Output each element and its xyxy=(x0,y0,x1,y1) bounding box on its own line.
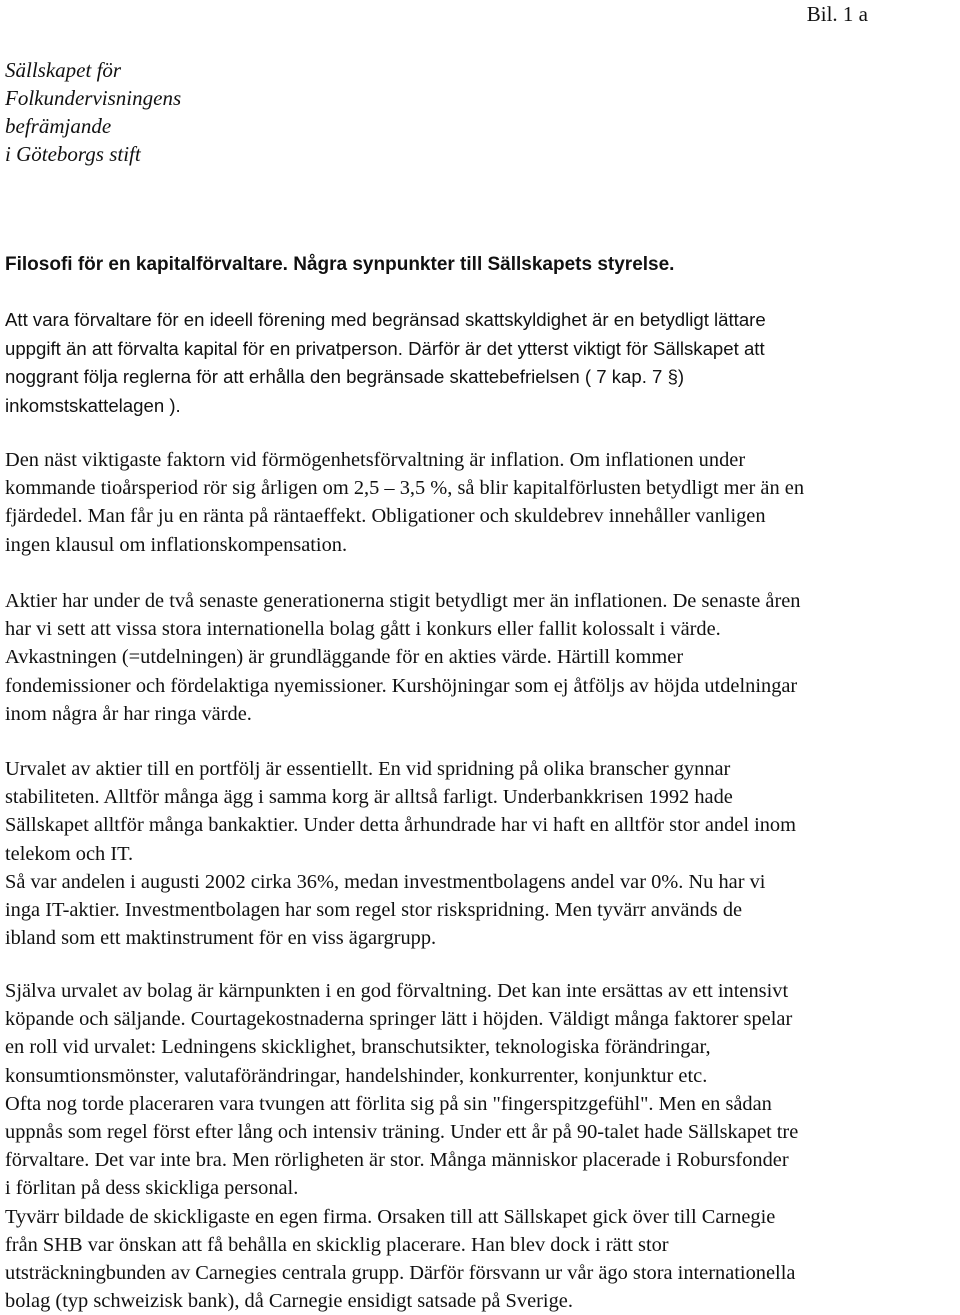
text-line: har vi sett att vissa stora internationella bolag gått i konkurs eller fallit kolossalt i värde. xyxy=(5,618,721,641)
organization-line: Folkundervisningens xyxy=(5,86,182,110)
text-line: Aktier har under de två senaste generationerna stigit betydligt mer än inflationen. De senaste åren xyxy=(5,590,801,612)
text-line: ingen klausul om inflationskompensation. xyxy=(5,533,348,556)
text-line: från SHB var önskan att få behålla en skicklig placerare. Han blev dock i rätt stor xyxy=(5,1233,669,1256)
text-line: inkomstskattelagen ). xyxy=(5,394,181,416)
organization-line: Sällskapet för xyxy=(5,58,122,82)
text-line: konsumtionsmönster, valutaförändringar, handelshinder, konkurrenter, konjunktur etc. xyxy=(5,1064,708,1087)
organization-line: befrämjande xyxy=(5,114,112,138)
text-line: telekom och IT. xyxy=(5,842,134,865)
text-line: Sällskapet alltför många bankaktier. Under detta århundrade har vi haft en alltför stor andel inom xyxy=(5,814,796,837)
paragraph-selection xyxy=(5,977,957,1315)
text-line: inom några år har ringa värde. xyxy=(5,702,252,725)
text-line: Så var andelen i augusti 2002 cirka 36%, medan investmentbolagens andel var 0%. Nu har vi xyxy=(5,870,766,893)
text-line: utsträckningbunden av Carnegies centrala grupp. Därför försvann ur vår ägo stora internationella xyxy=(5,1262,796,1285)
paragraph-inflation xyxy=(5,446,957,559)
text-line: fondemissioner och fördelaktiga nyemissioner. Kurshöjningar som ej åtföljs av höjda utdelningar xyxy=(5,674,798,697)
attachment-label: Bil. 1 a xyxy=(806,2,868,26)
organization-line: i Göteborgs stift xyxy=(5,142,141,166)
paragraph-portfolio xyxy=(5,755,957,952)
text-line: uppnås som regel först efter lång och intensiv träning. Under ett år på 90-talet hade Sällskapet tre xyxy=(5,1121,799,1144)
text-line: stabiliteten. Alltför många ägg i samma korg är alltså farligt. Underbankkrisen 1992 hade xyxy=(5,786,733,809)
text-line: Urvalet av aktier till en portfölj är essentiellt. En vid spridning på olika branscher gynnar xyxy=(5,758,731,780)
text-line: Att vara förvaltare för en ideell förening med begränsad skattskyldighet är en betydligt lättare xyxy=(5,309,766,330)
paragraph-stocks xyxy=(5,587,957,728)
text-line: i förlitan på dess skickliga personal. xyxy=(5,1177,299,1200)
text-line: fjärdedel. Man får ju en ränta på räntaeffekt. Obligationer och skuldebrev innehåller vanligen xyxy=(5,505,766,528)
text-line: uppgift än att förvalta kapital för en privatperson. Därför är det ytterst viktigt för Sällskapet att xyxy=(5,337,765,359)
text-line: förvaltare. Det var inte bra. Men rörligheten är stor. Många människor placerade i Robursfonder xyxy=(5,1149,789,1172)
organization-name xyxy=(5,56,181,168)
text-line: Själva urvalet av bolag är kärnpunkten i en god förvaltning. Det kan inte ersättas av ett intensivt xyxy=(5,980,789,1002)
document-heading: Filosofi för en kapitalförvaltare. Några synpunkter till Sällskapets styrelse. xyxy=(5,254,675,275)
text-line: köpande och säljande. Courtagekostnaderna springer lätt i höjden. Väldigt många faktorer spelar xyxy=(5,1008,793,1031)
text-line: Ofta nog torde placeraren vara tvungen att förlita sig på sin "fingerspitzgefühl". Men en sådan xyxy=(5,1092,772,1115)
text-line: ibland som ett maktinstrument för en viss ägargrupp. xyxy=(5,927,437,950)
text-line: noggrant följa reglerna för att erhålla den begränsade skattebefrielsen ( 7 kap. 7 §) xyxy=(5,366,685,387)
text-line: bolag (typ schweizisk bank), då Carnegie ensidigt satsade på Sverige. xyxy=(5,1290,573,1313)
text-line: en roll vid urvalet: Ledningens skicklighet, branschutsikter, teknologiska förändringar, xyxy=(5,1036,711,1059)
text-line: Avkastningen (=utdelningen) är grundläggande för en akties värde. Härtill kommer xyxy=(5,646,684,669)
text-line: inga IT-aktier. Investmentbolagen har som regel stor riskspridning. Men tyvärr används de xyxy=(5,899,743,922)
text-line: kommande tioårsperiod rör sig årligen om 2,5 – 3,5 %, så blir kapitalförlusten betydligt mer än en xyxy=(5,477,805,500)
text-line: Tyvärr bildade de skickligaste en egen firma. Orsaken till att Sällskapet gick över till Carnegie xyxy=(5,1205,776,1228)
paragraph-tax-exemption xyxy=(5,306,957,420)
text-line: Den näst viktigaste faktorn vid förmögenhetsförvaltning är inflation. Om inflationen under xyxy=(5,449,746,471)
